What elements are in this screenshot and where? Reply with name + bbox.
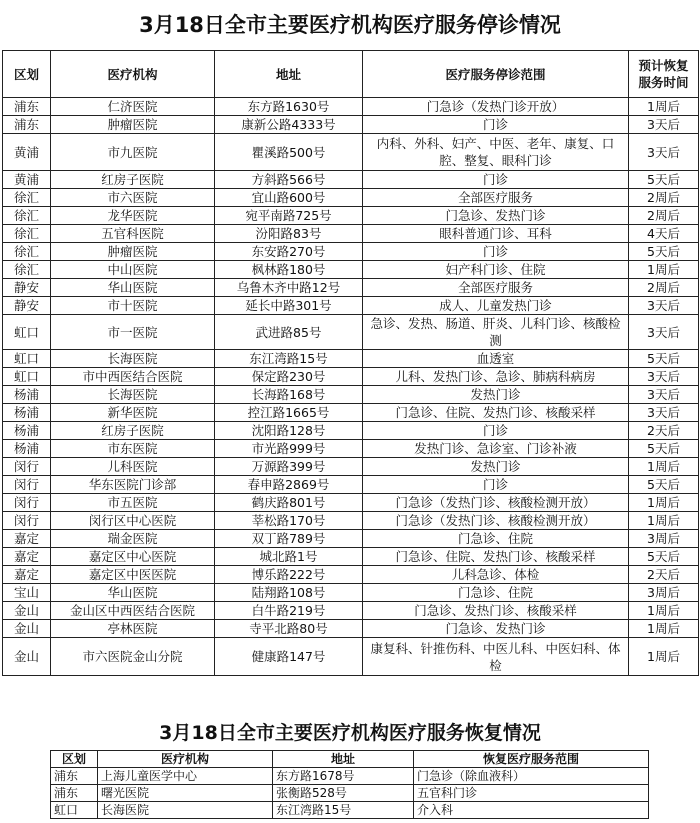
cell-scope: 门急诊（发热门诊、核酸检测开放） (363, 494, 629, 512)
cell-institution: 市东医院 (51, 440, 215, 458)
table-row (3, 584, 699, 602)
cell-district: 黄浦 (3, 171, 51, 189)
cell-resume: 5天后 (629, 350, 699, 368)
cell-resume: 1周后 (629, 98, 699, 116)
cell-address: 白牛路219号 (215, 602, 363, 620)
cell-address: 东方路1630号 (215, 98, 363, 116)
table-header-row (3, 51, 699, 98)
column-header-address: 地址 (273, 751, 414, 768)
cell-address: 春申路2869号 (215, 476, 363, 494)
column-header-address: 地址 (215, 51, 363, 98)
cell-institution: 仁济医院 (51, 98, 215, 116)
cell-address: 控江路1665号 (215, 404, 363, 422)
cell-institution: 华山医院 (51, 279, 215, 297)
cell-scope: 五官科门诊 (414, 785, 649, 802)
table-row (3, 279, 699, 297)
cell-scope: 门诊 (363, 116, 629, 134)
cell-scope: 门急诊、发热门诊 (363, 207, 629, 225)
cell-address: 双丁路789号 (215, 530, 363, 548)
cell-district: 杨浦 (3, 440, 51, 458)
cell-institution: 龙华医院 (51, 207, 215, 225)
cell-resume: 5天后 (629, 548, 699, 566)
cell-address: 鹤庆路801号 (215, 494, 363, 512)
cell-scope: 门急诊（发热门诊、核酸检测开放） (363, 512, 629, 530)
table-row (3, 440, 699, 458)
table-row (3, 315, 699, 350)
cell-resume: 3天后 (629, 297, 699, 315)
column-header-institution: 医疗机构 (98, 751, 273, 768)
cell-address: 宛平南路725号 (215, 207, 363, 225)
table-row (3, 207, 699, 225)
cell-scope: 门急诊、住院、发热门诊、核酸采样 (363, 404, 629, 422)
cell-district: 浦东 (51, 768, 98, 785)
cell-institution: 市六医院金山分院 (51, 638, 215, 676)
cell-address: 东江湾路15号 (273, 802, 414, 819)
page-title: 3月18日全市主要医疗机构医疗服务停诊情况 (139, 13, 561, 37)
cell-address: 东江湾路15号 (215, 350, 363, 368)
cell-district: 静安 (3, 279, 51, 297)
table-row (3, 404, 699, 422)
cell-district: 闵行 (3, 512, 51, 530)
cell-institution: 肿瘤医院 (51, 243, 215, 261)
table-row (3, 494, 699, 512)
table-row (3, 134, 699, 171)
table-row (3, 620, 699, 638)
cell-address: 博乐路222号 (215, 566, 363, 584)
cell-district: 徐汇 (3, 189, 51, 207)
cell-institution: 市十医院 (51, 297, 215, 315)
cell-scope: 门急诊、住院 (363, 530, 629, 548)
cell-resume: 3天后 (629, 404, 699, 422)
cell-resume: 4天后 (629, 225, 699, 243)
cell-district: 虹口 (3, 368, 51, 386)
cell-address: 城北路1号 (215, 548, 363, 566)
table-row (3, 98, 699, 116)
table-row (3, 548, 699, 566)
cell-institution: 市一医院 (51, 315, 215, 350)
table-row (3, 189, 699, 207)
cell-institution: 嘉定区中医医院 (51, 566, 215, 584)
cell-scope: 儿科急诊、体检 (363, 566, 629, 584)
cell-scope: 成人、儿童发热门诊 (363, 297, 629, 315)
cell-address: 陆翔路108号 (215, 584, 363, 602)
cell-scope: 介入科 (414, 802, 649, 819)
cell-address: 沈阳路128号 (215, 422, 363, 440)
cell-institution: 红房子医院 (51, 422, 215, 440)
cell-district: 杨浦 (3, 404, 51, 422)
cell-resume: 3天后 (629, 368, 699, 386)
cell-address: 东安路270号 (215, 243, 363, 261)
cell-district: 黄浦 (3, 134, 51, 171)
cell-address: 莘松路170号 (215, 512, 363, 530)
cell-institution: 长海医院 (51, 350, 215, 368)
table-row (3, 350, 699, 368)
cell-address: 长海路168号 (215, 386, 363, 404)
cell-address: 宜山路600号 (215, 189, 363, 207)
resume-header-line2: 服务时间 (638, 75, 689, 90)
cell-district: 虹口 (51, 802, 98, 819)
cell-resume: 3周后 (629, 530, 699, 548)
cell-resume: 5天后 (629, 171, 699, 189)
cell-scope: 门诊 (363, 476, 629, 494)
table-row (3, 297, 699, 315)
table-row (3, 116, 699, 134)
table-row (3, 566, 699, 584)
cell-district: 宝山 (3, 584, 51, 602)
cell-address: 健康路147号 (215, 638, 363, 676)
cell-institution: 市六医院 (51, 189, 215, 207)
cell-scope: 门急诊、发热门诊 (363, 620, 629, 638)
cell-address: 康新公路4333号 (215, 116, 363, 134)
cell-institution: 市五医院 (51, 494, 215, 512)
table-row (51, 768, 649, 785)
cell-resume: 2天后 (629, 422, 699, 440)
table-row (3, 476, 699, 494)
cell-institution: 华山医院 (51, 584, 215, 602)
column-header-scope: 恢复医疗服务范围 (414, 751, 649, 768)
cell-scope: 血透室 (363, 350, 629, 368)
resumption-table (50, 750, 649, 819)
cell-address: 张衡路528号 (273, 785, 414, 802)
cell-district: 徐汇 (3, 225, 51, 243)
cell-resume: 3天后 (629, 315, 699, 350)
cell-resume: 3天后 (629, 386, 699, 404)
table-row (3, 368, 699, 386)
cell-scope: 全部医疗服务 (363, 189, 629, 207)
cell-institution: 闵行区中心医院 (51, 512, 215, 530)
cell-resume: 1周后 (629, 638, 699, 676)
cell-address: 保定路230号 (215, 368, 363, 386)
table-row (3, 386, 699, 404)
cell-district: 徐汇 (3, 261, 51, 279)
table-row (3, 261, 699, 279)
cell-address: 东方路1678号 (273, 768, 414, 785)
cell-district: 徐汇 (3, 207, 51, 225)
cell-institution: 长海医院 (98, 802, 273, 819)
cell-scope: 内科、外科、妇产、中医、老年、康复、口腔、整复、眼科门诊 (363, 134, 629, 171)
table-row (3, 171, 699, 189)
cell-scope: 门诊 (363, 422, 629, 440)
cell-scope: 发热门诊 (363, 458, 629, 476)
column-header-resume-time (629, 51, 699, 98)
cell-institution: 市中西医结合医院 (51, 368, 215, 386)
cell-institution: 肿瘤医院 (51, 116, 215, 134)
cell-institution: 亭林医院 (51, 620, 215, 638)
cell-resume: 2周后 (629, 207, 699, 225)
cell-district: 金山 (3, 638, 51, 676)
cell-scope: 全部医疗服务 (363, 279, 629, 297)
cell-resume: 1周后 (629, 458, 699, 476)
cell-resume: 1周后 (629, 512, 699, 530)
cell-address: 方斜路566号 (215, 171, 363, 189)
cell-institution: 曙光医院 (98, 785, 273, 802)
cell-institution: 红房子医院 (51, 171, 215, 189)
cell-scope: 门急诊、住院、发热门诊、核酸采样 (363, 548, 629, 566)
cell-district: 杨浦 (3, 422, 51, 440)
cell-resume: 2周后 (629, 279, 699, 297)
cell-resume: 2天后 (629, 566, 699, 584)
cell-resume: 1周后 (629, 620, 699, 638)
table-row (3, 512, 699, 530)
cell-institution: 长海医院 (51, 386, 215, 404)
table-row (3, 458, 699, 476)
cell-district: 浦东 (3, 116, 51, 134)
column-header-district: 区划 (3, 51, 51, 98)
cell-district: 杨浦 (3, 386, 51, 404)
cell-district: 浦东 (3, 98, 51, 116)
column-header-institution: 医疗机构 (51, 51, 215, 98)
table-header-row (51, 751, 649, 768)
cell-institution: 五官科医院 (51, 225, 215, 243)
cell-resume: 1周后 (629, 261, 699, 279)
cell-district: 闵行 (3, 494, 51, 512)
cell-address: 枫林路180号 (215, 261, 363, 279)
cell-institution: 儿科医院 (51, 458, 215, 476)
table-row (3, 638, 699, 676)
cell-district: 浦东 (51, 785, 98, 802)
cell-institution: 嘉定区中心医院 (51, 548, 215, 566)
cell-institution: 新华医院 (51, 404, 215, 422)
cell-resume: 3周后 (629, 584, 699, 602)
cell-institution: 瑞金医院 (51, 530, 215, 548)
cell-scope: 眼科普通门诊、耳科 (363, 225, 629, 243)
column-header-scope: 医疗服务停诊范围 (363, 51, 629, 98)
cell-district: 闵行 (3, 476, 51, 494)
table-row (3, 243, 699, 261)
cell-district: 嘉定 (3, 566, 51, 584)
table-row (3, 530, 699, 548)
cell-scope: 发热门诊 (363, 386, 629, 404)
cell-address: 汾阳路83号 (215, 225, 363, 243)
cell-address: 寺平北路80号 (215, 620, 363, 638)
cell-resume: 3天后 (629, 116, 699, 134)
cell-scope: 发热门诊、急诊室、门诊补液 (363, 440, 629, 458)
suspension-table (2, 50, 699, 676)
cell-institution: 华东医院门诊部 (51, 476, 215, 494)
cell-resume: 5天后 (629, 440, 699, 458)
cell-resume: 3天后 (629, 134, 699, 171)
cell-scope: 康复科、针推伤科、中医儿科、中医妇科、体检 (363, 638, 629, 676)
cell-institution: 市九医院 (51, 134, 215, 171)
cell-scope: 急诊、发热、肠道、肝炎、儿科门诊、核酸检测 (363, 315, 629, 350)
cell-institution: 上海儿童医学中心 (98, 768, 273, 785)
cell-address: 市光路999号 (215, 440, 363, 458)
table-row (3, 225, 699, 243)
cell-scope: 妇产科门诊、住院 (363, 261, 629, 279)
cell-address: 乌鲁木齐中路12号 (215, 279, 363, 297)
cell-district: 静安 (3, 297, 51, 315)
cell-address: 延长中路301号 (215, 297, 363, 315)
cell-address: 万源路399号 (215, 458, 363, 476)
table-row (51, 785, 649, 802)
cell-scope: 门急诊、发热门诊、核酸采样 (363, 602, 629, 620)
cell-resume: 1周后 (629, 494, 699, 512)
section-title-resumption: 3月18日全市主要医疗机构医疗服务恢复情况 (159, 722, 541, 744)
cell-institution: 中山医院 (51, 261, 215, 279)
cell-scope: 门诊 (363, 243, 629, 261)
cell-scope: 门诊 (363, 171, 629, 189)
cell-address: 武进路85号 (215, 315, 363, 350)
cell-address: 瞿溪路500号 (215, 134, 363, 171)
cell-district: 虹口 (3, 350, 51, 368)
cell-scope: 门急诊、住院 (363, 584, 629, 602)
cell-scope: 门急诊（发热门诊开放） (363, 98, 629, 116)
cell-resume: 1周后 (629, 602, 699, 620)
cell-resume: 5天后 (629, 476, 699, 494)
cell-institution: 金山区中西医结合医院 (51, 602, 215, 620)
cell-district: 嘉定 (3, 530, 51, 548)
cell-district: 金山 (3, 602, 51, 620)
cell-resume: 5天后 (629, 243, 699, 261)
resume-header-line1: 预计恢复 (638, 58, 689, 73)
table-row (3, 422, 699, 440)
table-row (3, 602, 699, 620)
cell-scope: 门急诊（除血液科） (414, 768, 649, 785)
cell-district: 徐汇 (3, 243, 51, 261)
cell-district: 金山 (3, 620, 51, 638)
column-header-district: 区划 (51, 751, 98, 768)
cell-resume: 2周后 (629, 189, 699, 207)
table-row (51, 802, 649, 819)
cell-scope: 儿科、发热门诊、急诊、肺病科病房 (363, 368, 629, 386)
cell-district: 虹口 (3, 315, 51, 350)
cell-district: 嘉定 (3, 548, 51, 566)
cell-district: 闵行 (3, 458, 51, 476)
